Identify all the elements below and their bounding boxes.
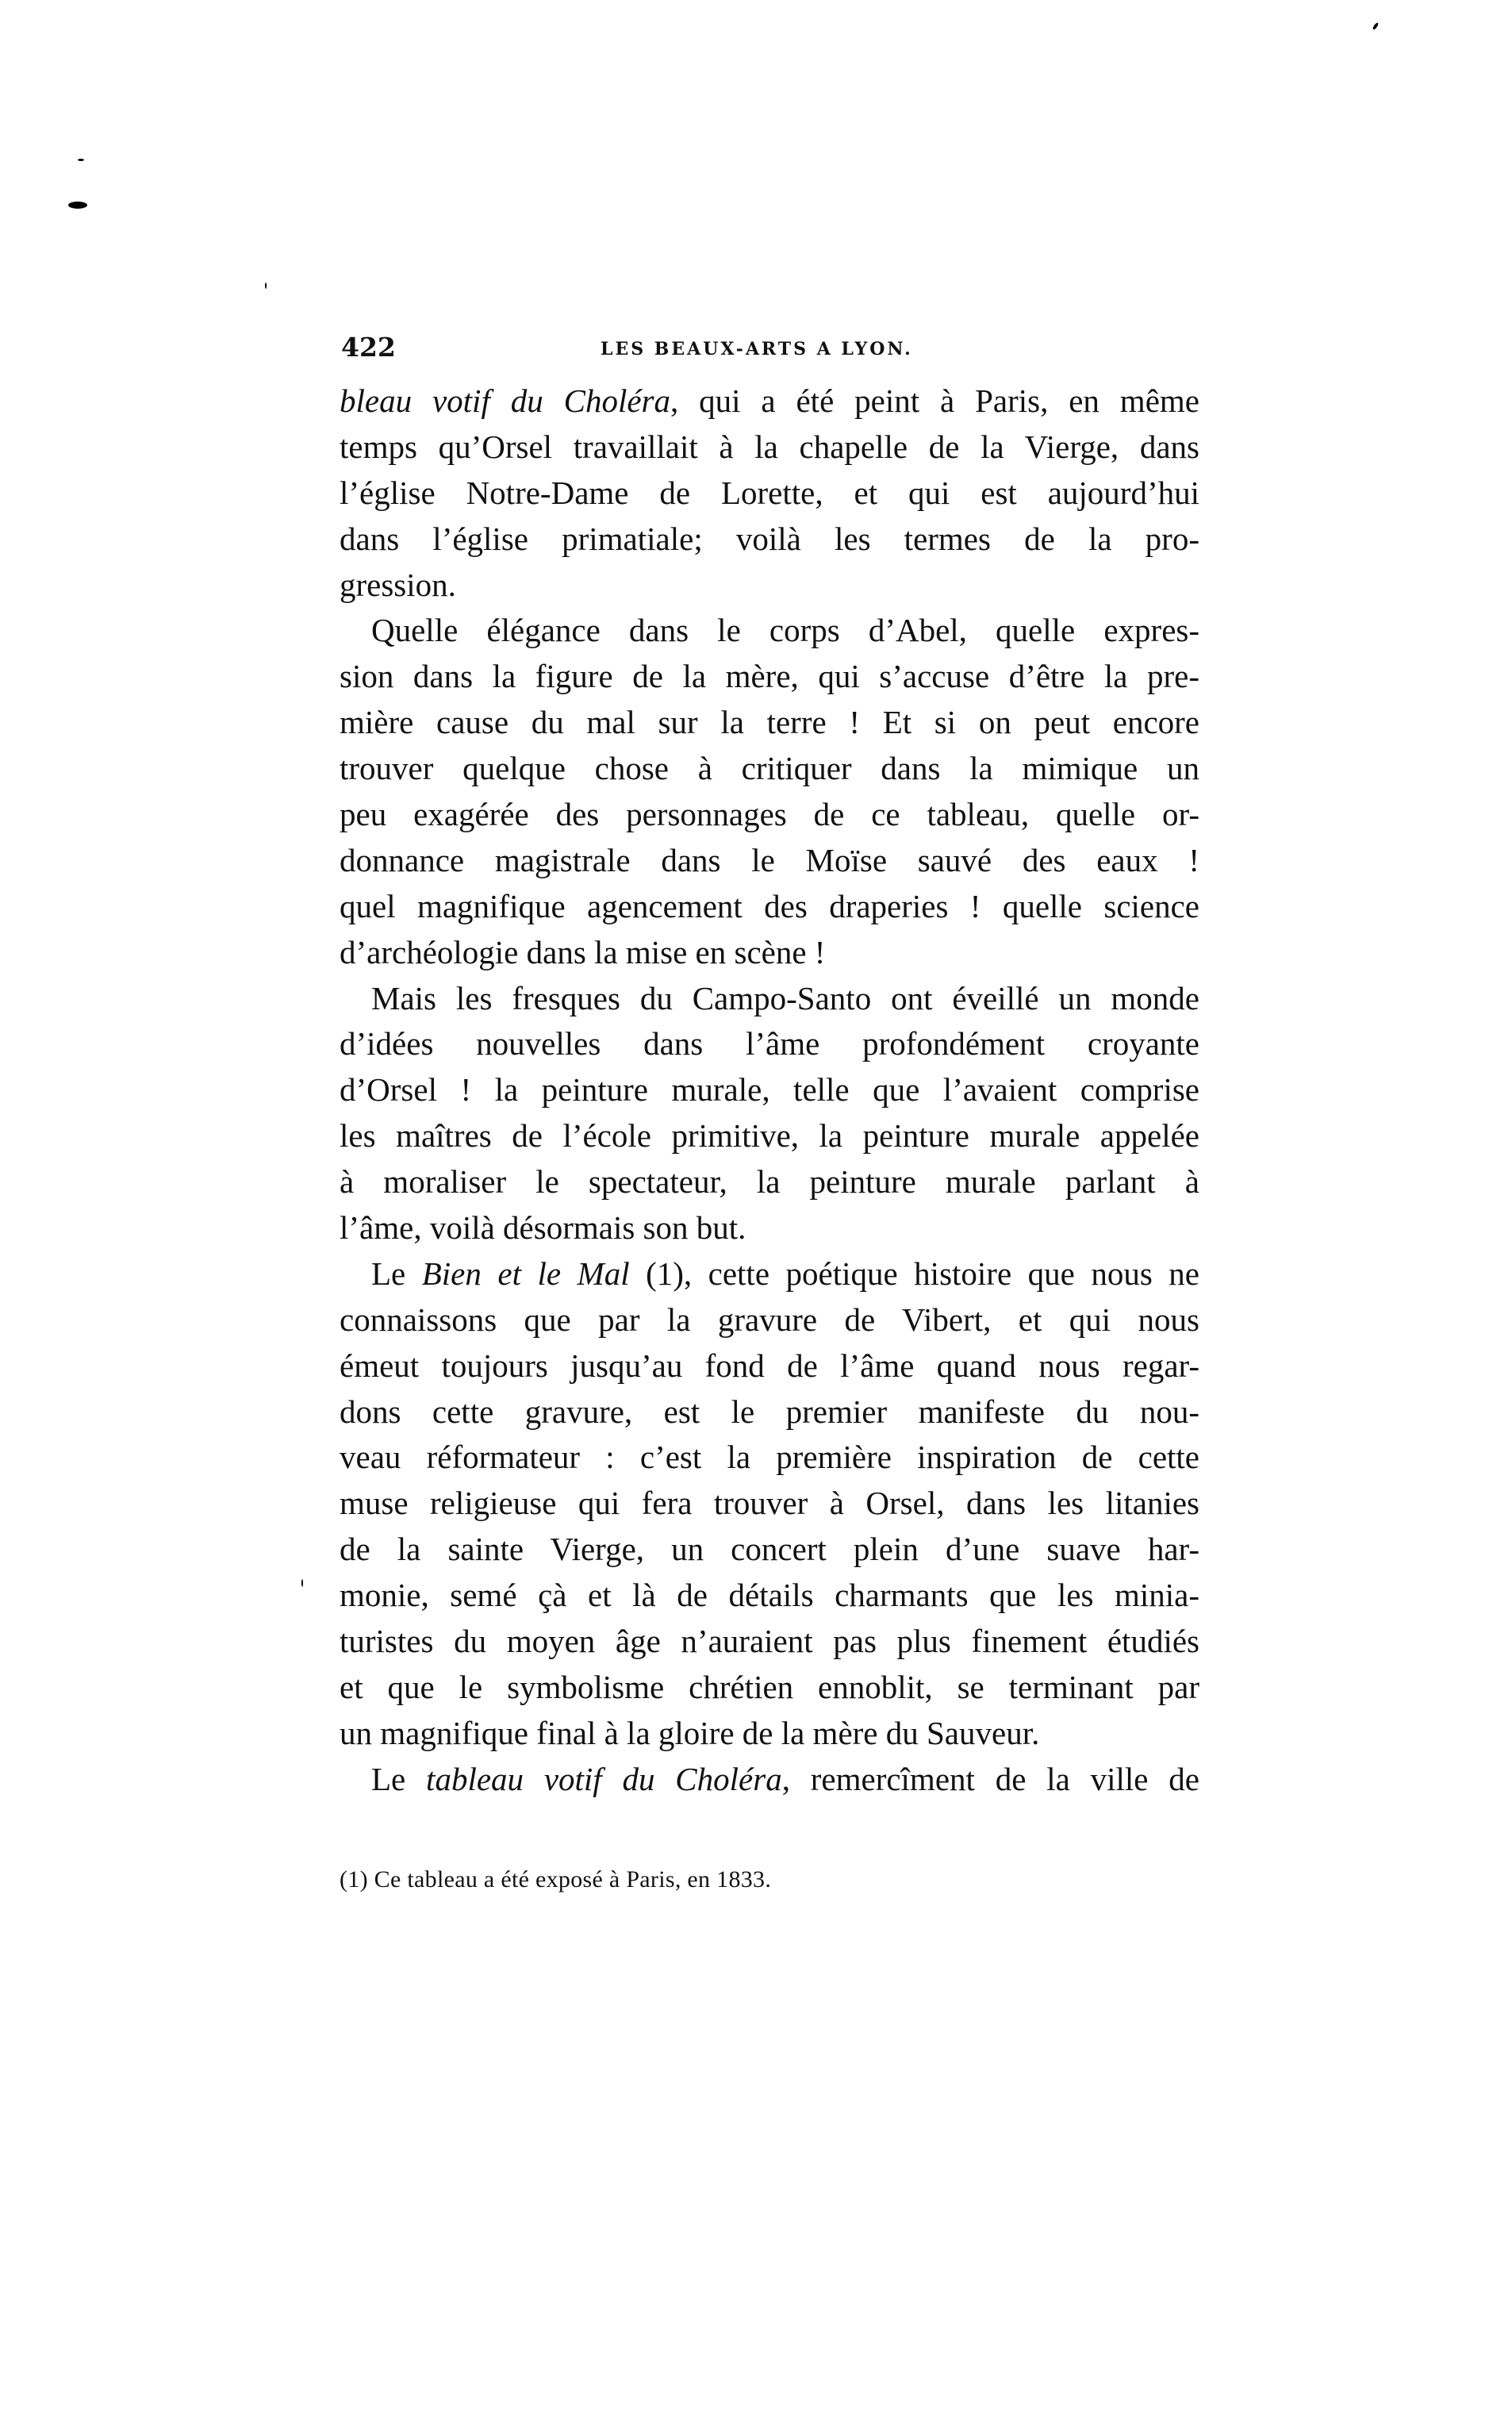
text-line <box>340 1435 1199 1481</box>
text-line <box>340 792 1199 838</box>
page-number: 422 <box>341 332 396 363</box>
text-run: muse religieuse qui fera trouver à Orsel, dans les litanies <box>340 1485 1199 1522</box>
text-run: sion dans la figure de la mère, qui s’accuse d’être la pre- <box>340 658 1199 695</box>
text-line <box>340 700 1199 746</box>
text-run: , qui a été peint à Paris, en même <box>670 382 1199 419</box>
text-line <box>340 976 1199 1022</box>
footnote: (1) Ce tableau a été exposé à Paris, en 1833. <box>340 1866 772 1892</box>
italic-title: bleau votif du Choléra <box>340 382 670 419</box>
italic-title: Bien et le Mal <box>421 1255 630 1292</box>
text-run: d’Orsel ! la peinture murale, telle que l’avaient comprise <box>340 1071 1199 1109</box>
text-line <box>340 884 1199 930</box>
text-line <box>340 1619 1199 1665</box>
text-run: Le <box>371 1760 427 1797</box>
text-line <box>340 838 1199 884</box>
text-line <box>340 1251 1199 1297</box>
text-line <box>340 1113 1199 1159</box>
text-line <box>340 746 1199 792</box>
text-run: dons cette gravure, est le premier manifeste du nou- <box>340 1393 1199 1430</box>
text-run: (1), cette poétique histoire que nous ne <box>629 1255 1199 1292</box>
text-run: quel magnifique agencement des draperies ! quelle science <box>340 887 1199 924</box>
text-line <box>340 1711 1199 1757</box>
text-run: l’âme, voilà désormais son but. <box>340 1209 746 1247</box>
text-line <box>340 1665 1199 1711</box>
text-run: d’archéologie dans la mise en scène ! <box>340 933 826 970</box>
text-run: Quelle élégance dans le corps d’Abel, quelle expres- <box>371 612 1199 649</box>
running-head <box>340 332 1199 367</box>
text-run: peu exagérée des personnages de ce tableau, quelle or- <box>340 796 1199 833</box>
text-line <box>340 563 1199 609</box>
text-line <box>340 608 1199 654</box>
scan-speck <box>68 202 87 209</box>
text-run: un magnifique final à la gloire de la mère du Sauveur. <box>340 1714 1040 1751</box>
text-line <box>340 1573 1199 1619</box>
scan-speck <box>301 1579 303 1587</box>
scan-speck <box>1372 22 1379 30</box>
text-line <box>340 1205 1199 1251</box>
text-run: trouver quelque chose à critiquer dans la mimique un <box>340 750 1199 787</box>
text-run: et que le symbolisme chrétien ennoblit, se terminant par <box>340 1668 1199 1705</box>
text-line <box>340 930 1199 976</box>
text-line <box>340 1527 1199 1573</box>
scan-speck <box>78 159 84 161</box>
text-run: de la sainte Vierge, un concert plein d’une suave har- <box>340 1531 1199 1568</box>
text-line <box>340 1389 1199 1435</box>
text-line <box>340 517 1199 563</box>
text-run: connaissons que par la gravure de Vibert, et qui nous <box>340 1301 1199 1338</box>
text-run: émeut toujours jusqu’au fond de l’âme quand nous regar- <box>340 1347 1199 1384</box>
text-run: dans l’église primatiale; voilà les termes de la pro- <box>340 520 1199 557</box>
text-run: l’église Notre-Dame de Lorette, et qui est aujourd’hui <box>340 474 1199 511</box>
text-line <box>340 1297 1199 1343</box>
text-line <box>340 1159 1199 1205</box>
text-line <box>340 1757 1199 1803</box>
text-run: d’idées nouvelles dans l’âme profondément croyante <box>340 1025 1199 1062</box>
text-run: à moraliser le spectateur, la peinture murale parlant à <box>340 1163 1199 1201</box>
running-title: LES BEAUX-ARTS A LYON. <box>601 339 913 359</box>
text-run: mière cause du mal sur la terre ! Et si on peut encore <box>340 704 1199 741</box>
text-line <box>340 654 1199 700</box>
text-line <box>340 1067 1199 1113</box>
body-text <box>340 378 1199 1803</box>
text-run: temps qu’Orsel travaillait à la chapelle de la Vierge, dans <box>340 428 1199 465</box>
text-run: Le <box>371 1255 422 1292</box>
text-run: veau réformateur : c’est la première inspiration de cette <box>340 1439 1199 1476</box>
text-line <box>340 1481 1199 1527</box>
italic-title: tableau votif du Choléra <box>426 1760 782 1797</box>
text-run: turistes du moyen âge n’auraient pas plus finement étudiés <box>340 1623 1199 1660</box>
text-line <box>340 1343 1199 1389</box>
text-run: Mais les fresques du Campo-Santo ont éveillé un monde <box>371 979 1199 1016</box>
text-run: donnance magistrale dans le Moïse sauvé des eaux ! <box>340 841 1199 878</box>
text-run: monie, semé çà et là de détails charmants que les minia- <box>340 1577 1199 1614</box>
text-line <box>340 471 1199 517</box>
text-line <box>340 425 1199 471</box>
text-line <box>340 1021 1199 1067</box>
text-run: gression. <box>340 566 456 603</box>
text-line <box>340 378 1199 425</box>
text-run: les maîtres de l’école primitive, la peinture murale appelée <box>340 1117 1199 1155</box>
scan-speck <box>265 282 267 289</box>
text-run: , remercîment de la ville de <box>781 1760 1199 1797</box>
